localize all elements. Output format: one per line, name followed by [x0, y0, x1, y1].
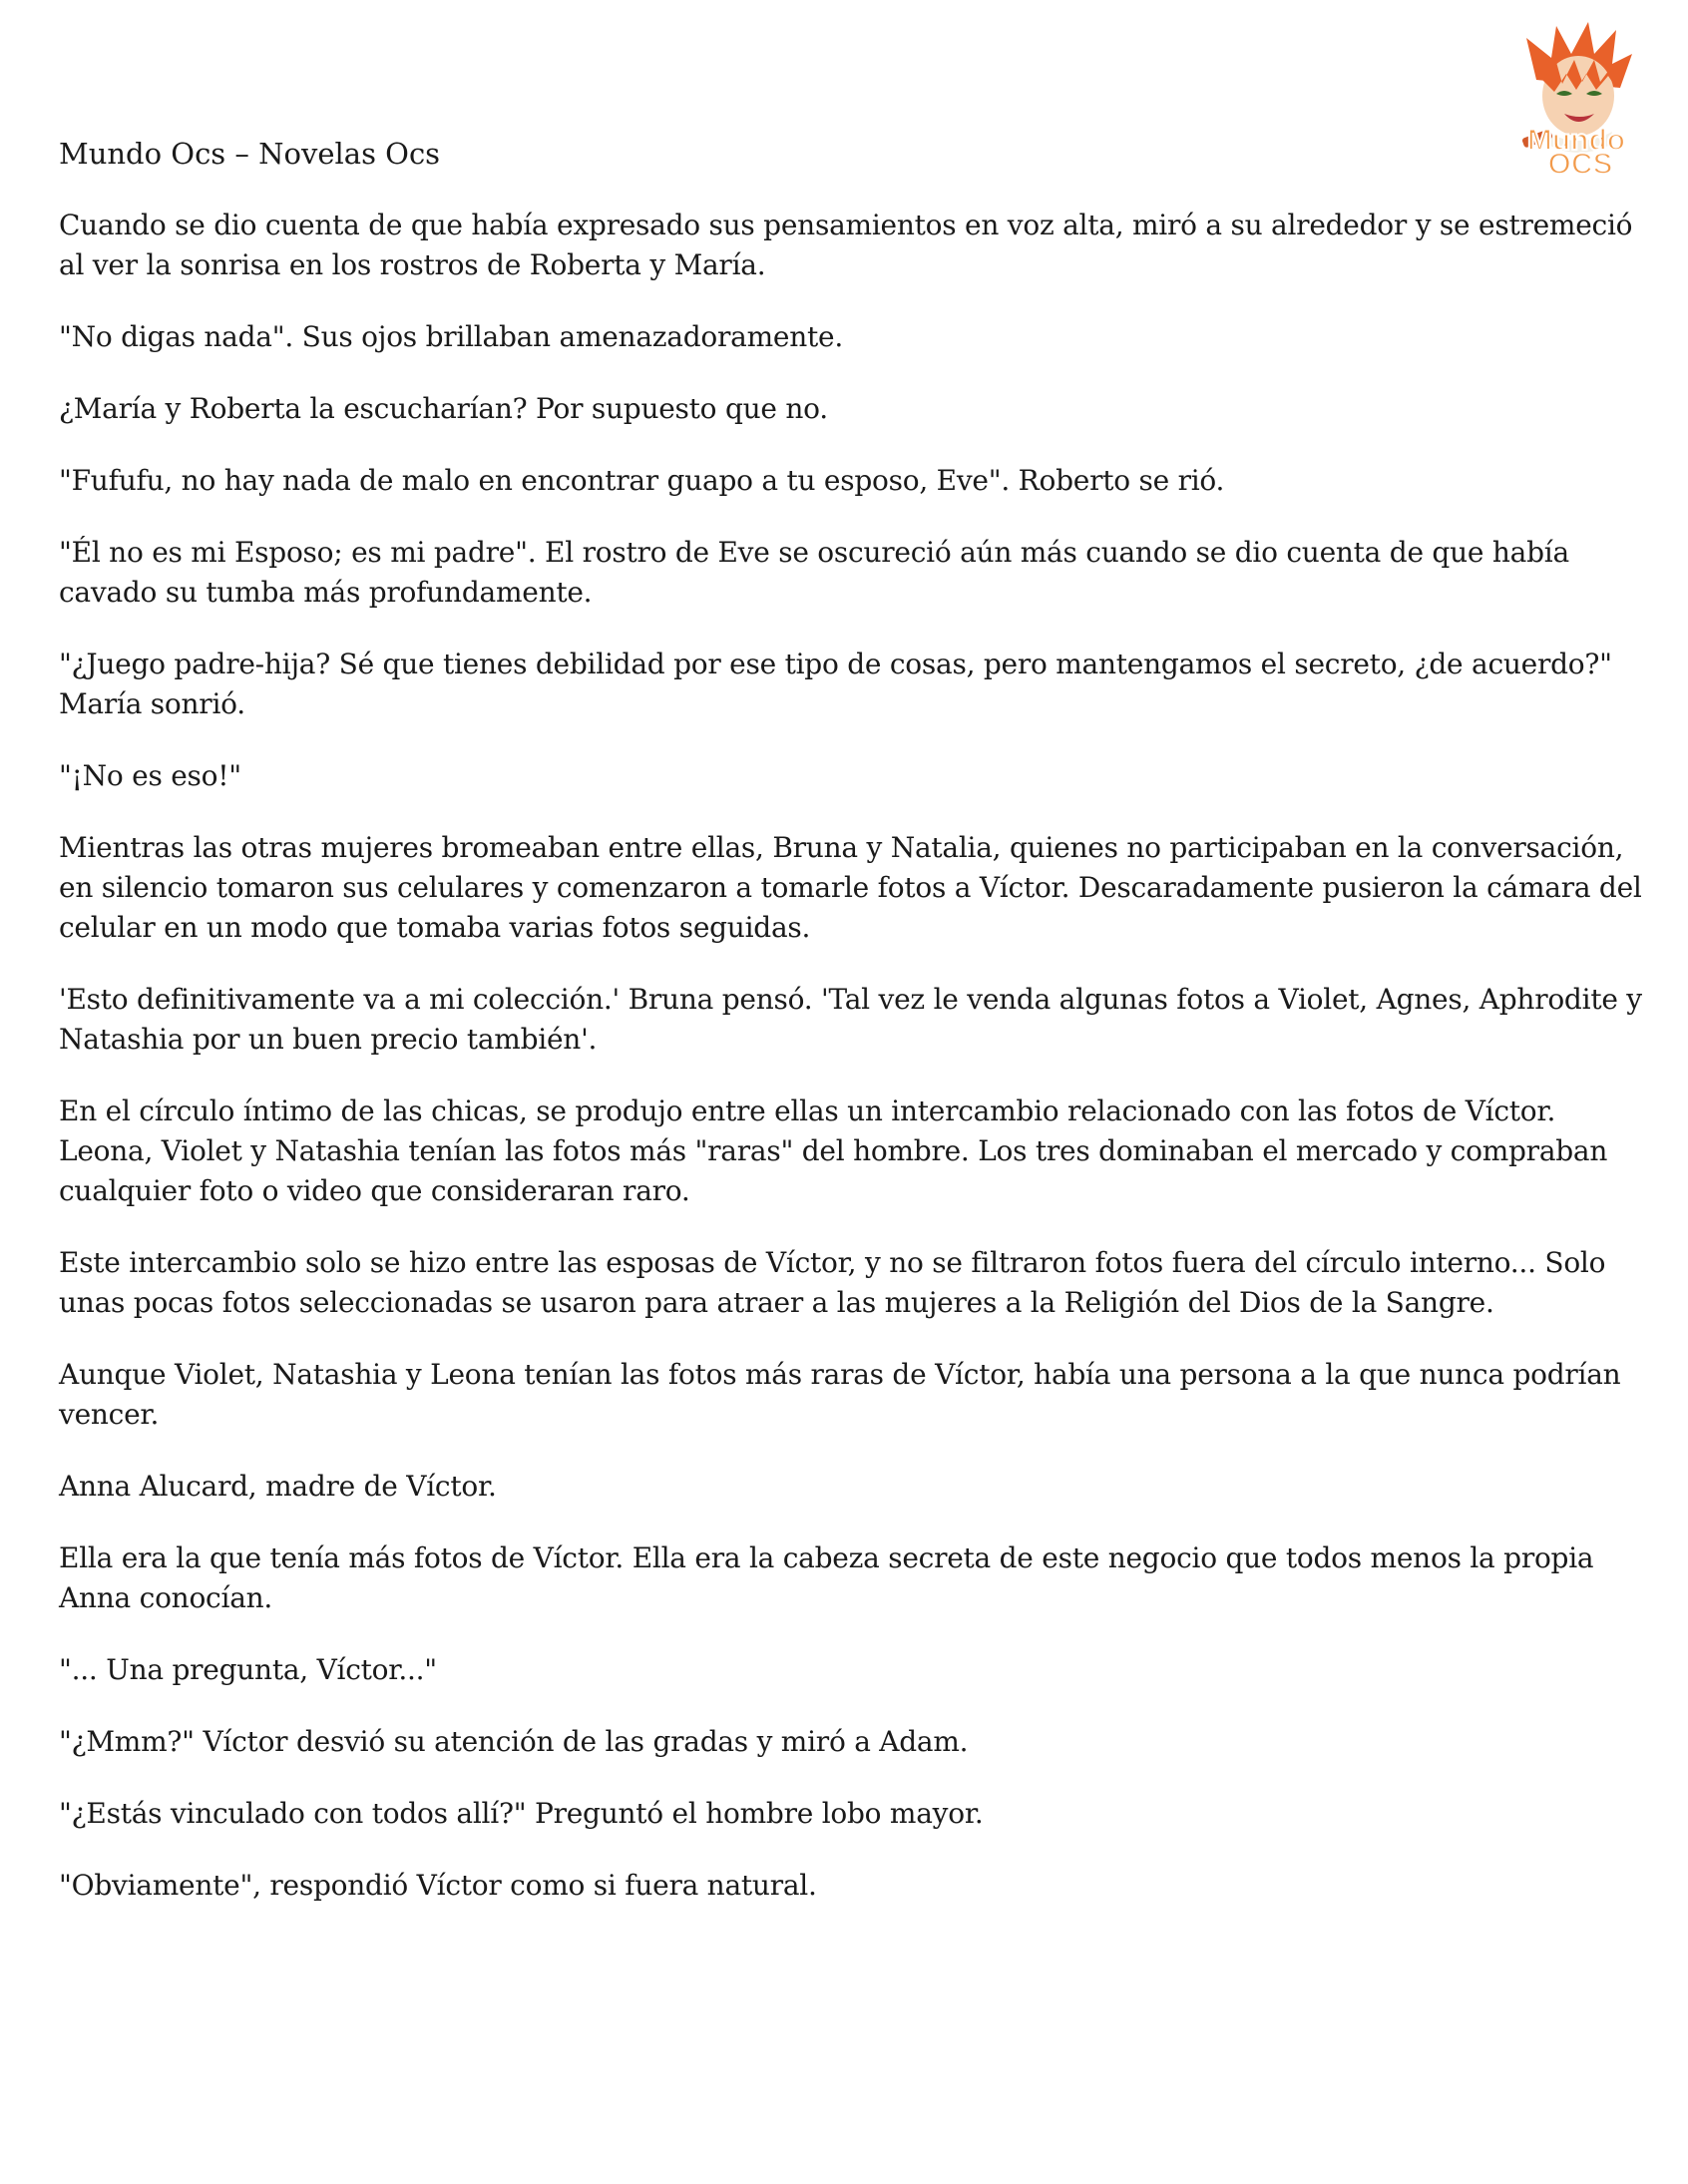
paragraph: "¿Juego padre-hija? Sé que tienes debilidad por ese tipo de cosas, pero mantengamos el secreto, ¿de acuerdo?" María sonrió.: [59, 648, 1612, 720]
paragraph: "Él no es mi Esposo; es mi padre". El rostro de Eve se oscureció aún más cuando se dio cuenta de que había cavado su tumba más profundamente.: [59, 536, 1569, 609]
paragraph: Cuando se dio cuenta de que había expresado sus pensamientos en voz alta, miró a su alrededor y se estremeció al ver la sonrisa en los rostros de Roberta y María.: [59, 209, 1633, 281]
paragraph: "... Una pregunta, Víctor...": [59, 1653, 437, 1686]
logo-text-top: Mundo: [1526, 124, 1626, 157]
mascot-logo-icon: [1496, 18, 1656, 178]
paragraph: En el círculo íntimo de las chicas, se produjo entre ellas un intercambio relacionado con las fotos de Víctor. Leona, Violet y Natashia tenían las fotos más "raras" del hombre. Los tres dominaban el mercado y compraban cualquier foto o video que consideraran raro.: [59, 1094, 1608, 1207]
chapter-body: [59, 206, 1655, 1938]
paragraph: "Obviamente", respondió Víctor como si fuera natural.: [59, 1869, 817, 1902]
paragraph: "¿Estás vinculado con todos allí?" Preguntó el hombre lobo mayor.: [59, 1797, 984, 1830]
paragraph: ¿María y Roberta la escucharían? Por supuesto que no.: [59, 392, 828, 425]
paragraph: 'Esto definitivamente va a mi colección.' Bruna pensó. 'Tal vez le venda algunas fotos a Violet, Agnes, Aphrodite y Natashia por un buen precio también'.: [59, 983, 1642, 1056]
paragraph: Anna Alucard, madre de Víctor.: [59, 1470, 497, 1503]
paragraph: "¿Mmm?" Víctor desvió su atención de las gradas y miró a Adam.: [59, 1725, 969, 1758]
paragraph: Mientras las otras mujeres bromeaban entre ellas, Bruna y Natalia, quienes no participaban en la conversación, en silencio tomaron sus celulares y comenzaron a tomarle fotos a Víctor. Descaradamente pusieron la cámara del celular en un modo que tomaba varias fotos seguidas.: [59, 831, 1642, 944]
paragraph: "Fufufu, no hay nada de malo en encontrar guapo a tu esposo, Eve". Roberto se rió.: [59, 464, 1225, 497]
paragraph: Ella era la que tenía más fotos de Víctor. Ella era la cabeza secreta de este negocio que todos menos la propia Anna conocían.: [59, 1541, 1594, 1614]
paragraph: "No digas nada". Sus ojos brillaban amenazadoramente.: [59, 320, 843, 353]
logo-text-bottom: OCS: [1547, 148, 1613, 178]
paragraph: Aunque Violet, Natashia y Leona tenían las fotos más raras de Víctor, había una persona a la que nunca podrían vencer.: [59, 1358, 1621, 1431]
page-header: Mundo Ocs – Novelas Ocs: [59, 137, 441, 171]
paragraph: "¡No es eso!": [59, 759, 241, 792]
paragraph: Este intercambio solo se hizo entre las esposas de Víctor, y no se filtraron fotos fuera del círculo interno... Solo unas pocas fotos seleccionadas se usaron para atraer a las mujeres a la Religión del Dios de la Sangre.: [59, 1246, 1606, 1319]
